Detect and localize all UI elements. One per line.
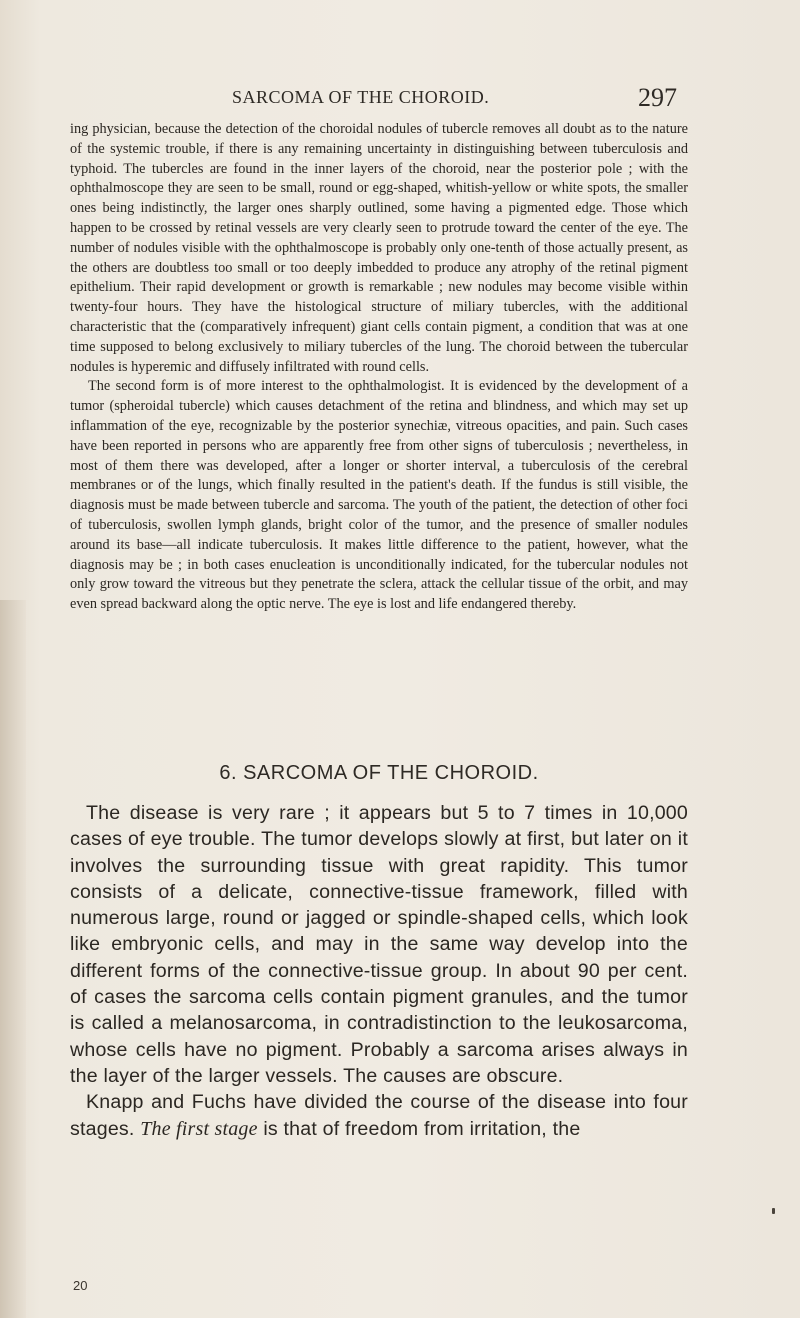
stages-intro: Knapp and Fuchs have divided the course of the disease into four stages. — [70, 1091, 688, 1140]
signature-mark: 20 — [73, 1278, 88, 1293]
paragraph-stages — [70, 1089, 688, 1142]
body-text-large — [70, 800, 688, 1142]
running-title: SARCOMA OF THE CHOROID. — [232, 87, 490, 107]
page-header — [0, 83, 800, 117]
paper-speck — [772, 1208, 775, 1214]
paragraph-continued: ing physician, because the detection of the choroidal nodules of tubercle removes all doubt as to the nature of the systemic trouble, if there is any remaining uncertainty in distinguishing between tuberculosis and typhoid. The tubercles are found in the inner layers of the choroid, near the posterior pole ; with the ophthalmoscope they are seen to be small, round or egg-shaped, whitish-yellow or white spots, the smaller ones being indistinctly, the larger ones sharply outlined, some having a pigmented edge. Those which happen to be crossed by retinal vessels are very clearly seen to protrude toward the center of the eye. The number of nodules visible with the ophthalmoscope is probably only one-tenth of those actually present, as the others are doubtless too small or too deeply imbedded to produce any atrophy of the retinal pigment epithelium. Their rapid development or growth is remarkable ; new nodules may become visible within twenty-four hours. They have the histological structure of miliary tubercles, with the additional characteristic that the (comparatively infrequent) giant cells contain pigment, a condition that was at one time supposed to belong exclusively to miliary tubercles of the lung. The choroid between the tubercular nodules is hyperemic and diffusely infiltrated with round cells. — [70, 121, 688, 375]
body-text-small — [70, 120, 688, 615]
paragraph-second-form: The second form is of more interest to the ophthalmologist. It is evidenced by the development of a tumor (spheroidal tubercle) which causes detachment of the retina and blindness, and which may set up inflammation of the eye, recognizable by the posterior synechiæ, vitreous opacities, and pain. Such cases have been reported in persons who are apparently free from other signs of tuberculosis ; nevertheless, in most of them there was developed, after a longer or shorter interval, a tuberculosis of the cerebral membranes or of the lungs, which finally resulted in the patient's death. If the fundus is still visible, the diagnosis must be made between tubercle and sarcoma. The youth of the patient, the detection of other foci of tuberculosis, swollen lymph glands, bright color of the tumor, and the presence of smaller nodules around its base—all indicate tuberculosis. It makes little difference to the patient, however, what the diagnosis may be ; in both cases enucleation is unconditionally indicated, for the tubercular nodules not only grow toward the vitreous but they penetrate the sclera, attack the cellular tissue of the orbit, and may even spread backward along the optic nerve. The eye is lost and life endangered thereby. — [70, 378, 688, 613]
page-number: 297 — [638, 83, 677, 112]
page-gutter-shadow — [0, 600, 26, 1318]
paragraph-disease: The disease is very rare ; it appears but 5 to 7 times in 10,000 cases of eye trouble. The tumor develops slowly at first, but later on it involves the surrounding tissue with great rapidity. This tumor consists of a delicate, connective-tissue framework, filled with numerous large, round or jagged or spindle-shaped cells, which look like embryonic cells, and may in the same way develop into the different forms of the connective-tissue group. In about 90 per cent. of cases the sarcoma cells contain pigment granules, and the tumor is called a melanosarcoma, in contradistinction to the leukosarcoma, whose cells have no pigment. Probably a sarcoma arises always in the layer of the larger vessels. The causes are obscure. — [70, 802, 688, 1087]
stages-continued: is that of freedom from irritation, the — [263, 1117, 581, 1140]
section-heading: 6. SARCOMA OF THE CHOROID. — [219, 762, 539, 784]
first-stage-italic: The first stage — [140, 1117, 258, 1140]
